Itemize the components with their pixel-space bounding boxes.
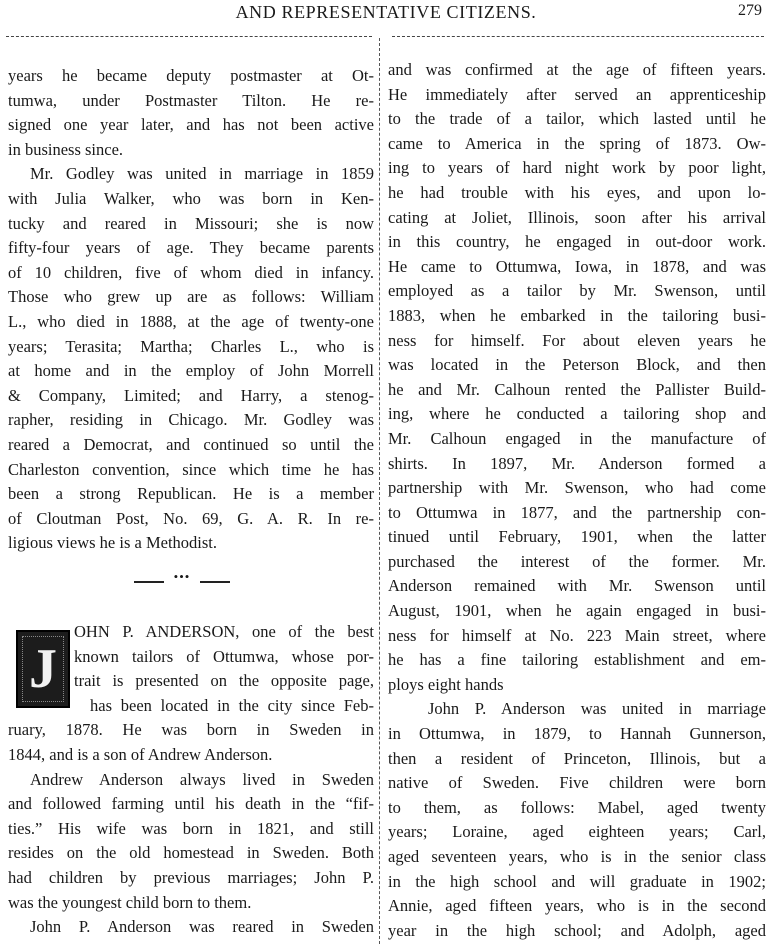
text-line: and was confirmed at the age of fifteen years.: [388, 60, 766, 79]
text-line: he has a fine tailoring establishment and em-: [388, 650, 766, 670]
text-line: and followed farming until his death in the “fif-: [8, 794, 374, 814]
page-number: 279: [738, 2, 762, 19]
text-line: of Cloutman Post, No. 69, G. A. R. In re-: [8, 508, 374, 528]
text-line: employed as a tailor by Mr. Swenson, until: [388, 281, 766, 301]
running-title: AND REPRESENTATIVE CITIZENS.: [235, 2, 537, 22]
text-line: was located in the Peterson Block, and then: [388, 355, 766, 375]
text-line: 1883, when he embarked in the tailoring busi-: [388, 305, 766, 325]
text-line: native of Sweden. Five children were born: [388, 773, 766, 793]
text-line: aged seventeen years, who is in the senior class: [388, 847, 766, 866]
text-line: at home and in the employ of John Morrell: [8, 361, 374, 381]
text-line: in this country, he engaged in out-door work.: [388, 232, 766, 252]
text-line: purchased the interest of the former. Mr.: [388, 551, 766, 571]
column-divider: [379, 38, 380, 944]
text-line: partnership with Mr. Swenson, who had come: [388, 478, 766, 498]
text-line: Charleston convention, since which time he has: [8, 459, 374, 479]
text-line: years he became deputy postmaster at Ot-: [8, 66, 374, 85]
text-line: years; Terasita; Martha; Charles L., who is: [8, 336, 374, 356]
text-line: tinued until February, 1901, when the latter: [388, 527, 766, 547]
text-line: was the youngest child born to them.: [8, 892, 252, 912]
text-line: tucky and reared in Missouri; she is now: [8, 213, 374, 233]
text-line: came to America in the spring of 1873. Ow-: [388, 133, 766, 153]
text-line: in the high school and will graduate in 1902;: [388, 871, 766, 891]
header-rule-right: [392, 36, 764, 37]
text-line: August, 1901, when he again engaged in busi-: [388, 601, 766, 621]
text-line: Anderson remained with Mr. Swenson until: [388, 576, 766, 596]
decorative-initial-letter: J: [22, 636, 64, 702]
text-line: John P. Anderson was united in marriage: [428, 699, 766, 719]
text-line: He immediately after served an apprenticeship: [388, 84, 766, 104]
left-column-anderson: [8, 620, 374, 940]
text-line: he and Mr. Calhoun rented the Pallister Build-: [388, 379, 766, 399]
text-line: he had trouble with his eyes, and upon lo-: [388, 182, 766, 202]
text-line: Annie, aged fifteen years, who is in the second: [388, 896, 766, 916]
text-line: to the trade of a tailor, which lasted until he: [388, 109, 766, 129]
text-line: year in the high school; and Adolph, aged: [388, 920, 766, 940]
text-line: Mr. Calhoun engaged in the manufacture of: [388, 428, 766, 448]
text-line: has been located in the city since Feb-: [90, 695, 374, 715]
text-line: to Ottumwa in 1877, and the partnership con-: [388, 502, 766, 522]
text-line: ing, where he conducted a tailoring shop and: [388, 404, 766, 424]
text-line: & Company, Limited; and Harry, a stenog-: [8, 385, 374, 405]
text-line: in Ottumwa, in 1879, to Hannah Gunnerson,: [388, 724, 766, 744]
text-line: ligious views he is a Methodist.: [8, 533, 217, 553]
section-separator: [134, 569, 230, 592]
separator-rule-right: [200, 581, 230, 583]
page-header: [0, 0, 772, 34]
text-line: known tailors of Ottumwa, whose por-: [74, 646, 374, 666]
header-rule-left: [6, 36, 372, 37]
text-line: rapher, residing in Chicago. Mr. Godley was: [8, 410, 374, 430]
text-line: ploys eight hands: [388, 674, 504, 694]
text-line: ness for himself at No. 223 Main street, where: [388, 625, 766, 645]
text-line: resides on the old homestead in Sweden. Both: [8, 843, 374, 863]
separator-rule-left: [134, 581, 164, 583]
right-column: [388, 58, 766, 943]
text-line: Andrew Anderson always lived in Sweden: [30, 769, 374, 789]
text-line: Mr. Godley was united in marriage in 1859: [30, 164, 374, 184]
text-line: He came to Ottumwa, Iowa, in 1878, and was: [388, 256, 766, 276]
text-line: Those who grew up are as follows: William: [8, 287, 374, 307]
text-line: in business since.: [8, 139, 124, 159]
text-line: John P. Anderson was reared in Sweden: [30, 917, 374, 937]
text-line: been a strong Republican. He is a member: [8, 484, 374, 504]
text-line: tumwa, under Postmaster Tilton. He re-: [8, 90, 374, 110]
text-line: had children by previous marriages; John P.: [8, 867, 374, 887]
text-line: then a resident of Princeton, Illinois, but a: [388, 748, 766, 768]
text-line: trait is presented on the opposite page,: [74, 671, 374, 691]
text-line: shirts. In 1897, Mr. Anderson formed a: [388, 453, 766, 473]
text-line: signed one year later, and has not been active: [8, 115, 374, 135]
left-column-godley: [8, 64, 374, 556]
text-line: of 10 children, five of whom died in infancy.: [8, 262, 374, 282]
text-line: ruary, 1878. He was born in Sweden in: [8, 720, 374, 740]
text-line: ties.” His wife was born in 1821, and still: [8, 818, 374, 838]
text-line: with Julia Walker, who was born in Ken-: [8, 188, 374, 208]
text-line: ing to years of hard night work by poor light,: [388, 158, 766, 178]
text-line: to them, as follows: Mabel, aged twenty: [388, 797, 766, 817]
text-line: cating at Joliet, Illinois, soon after his arrival: [388, 207, 766, 227]
text-line: 1844, and is a son of Andrew Anderson.: [8, 744, 273, 764]
separator-ornament: •••: [173, 569, 191, 584]
text-line: OHN P. ANDERSON, one of the best: [74, 622, 374, 641]
text-line: ness for himself. For about eleven years he: [388, 330, 766, 350]
text-line: L., who died in 1888, at the age of twenty-one: [8, 311, 374, 331]
text-line: fifty-four years of age. They became parents: [8, 238, 374, 258]
text-line: years; Loraine, aged eighteen years; Carl,: [388, 822, 766, 842]
text-line: reared a Democrat, and continued so until the: [8, 434, 374, 454]
